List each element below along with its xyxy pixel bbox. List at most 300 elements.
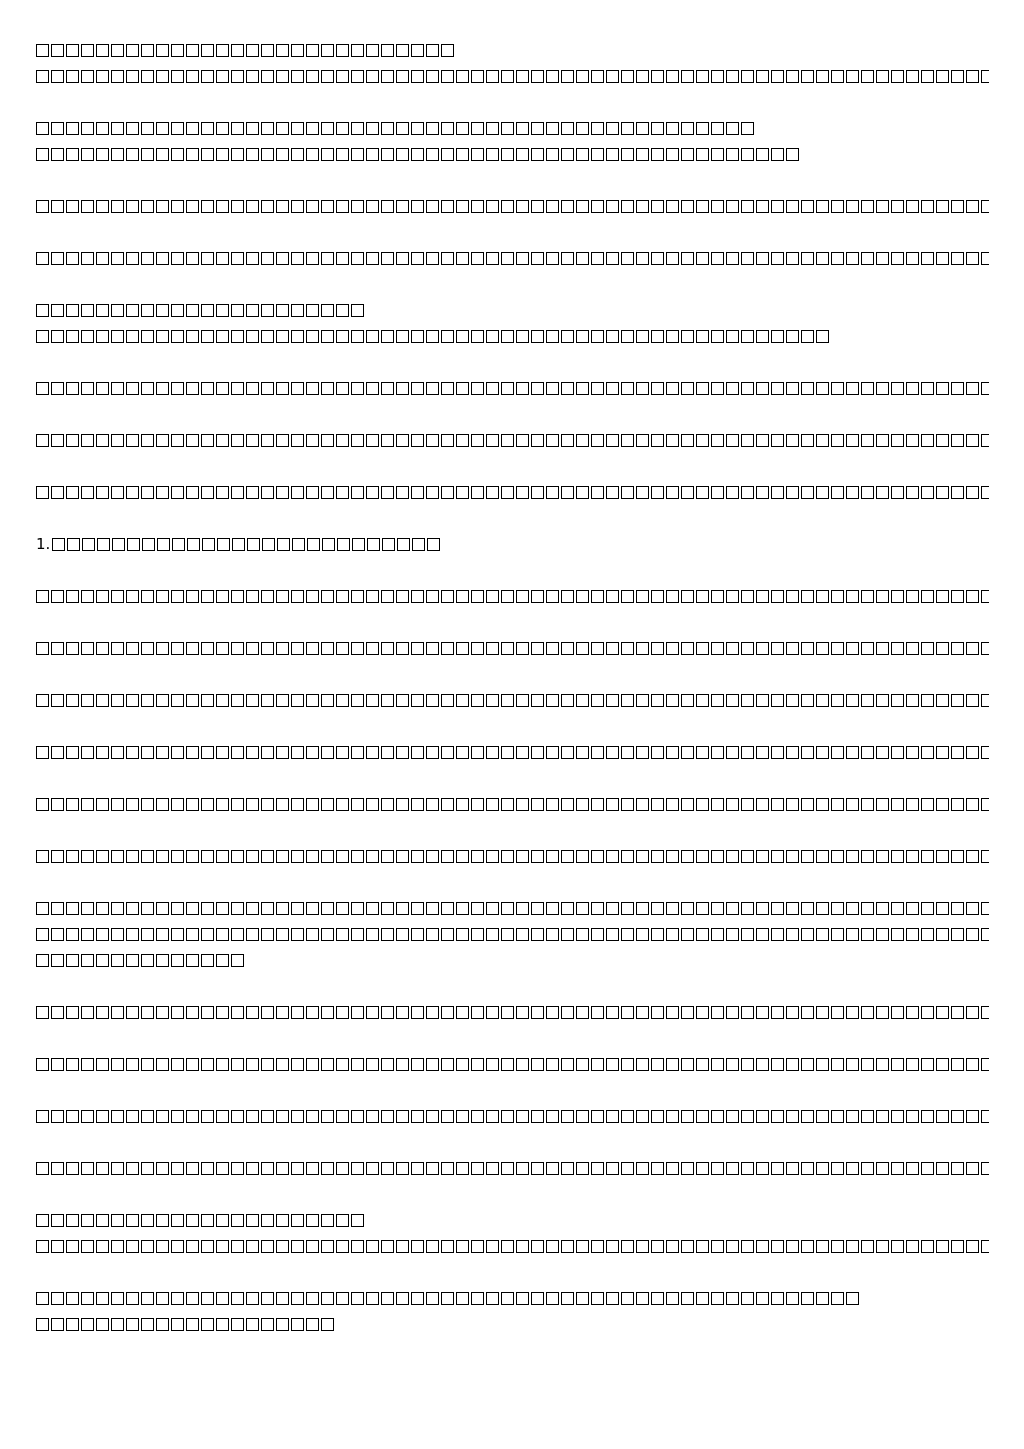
missing-glyph-box [291,1058,304,1071]
missing-glyph-box [471,1162,484,1175]
paragraph-22-line-1 [36,1288,989,1314]
missing-glyph-box [321,70,334,83]
missing-glyph-box [696,850,709,863]
missing-glyph-box [426,798,439,811]
missing-glyph-box [397,538,410,551]
missing-glyph-box [501,1110,514,1123]
missing-glyph-box [891,928,904,941]
missing-glyph-box [516,486,529,499]
missing-glyph-box [966,70,979,83]
missing-glyph-box [771,1292,784,1305]
missing-glyph-box [112,538,125,551]
missing-glyph-box [186,382,199,395]
missing-glyph-box [606,1240,619,1253]
missing-glyph-box [561,330,574,343]
missing-glyph-box [876,382,889,395]
missing-glyph-box [156,1292,169,1305]
missing-glyph-box [816,902,829,915]
missing-glyph-box [36,330,49,343]
missing-glyph-box [186,954,199,967]
missing-glyph-box [127,538,140,551]
missing-glyph-box [486,122,499,135]
missing-glyph-box [486,1292,499,1305]
missing-glyph-box [756,1292,769,1305]
paragraph-13 [36,742,989,768]
missing-glyph-box [636,330,649,343]
missing-glyph-box [66,1058,79,1071]
missing-glyph-box [861,1162,874,1175]
missing-glyph-box [561,70,574,83]
missing-glyph-box [171,1214,184,1227]
missing-glyph-box [201,44,214,57]
missing-glyph-box [66,954,79,967]
missing-glyph-box [936,928,949,941]
missing-glyph-box [531,486,544,499]
missing-glyph-box [801,200,814,213]
missing-glyph-box [186,1162,199,1175]
missing-glyph-box [156,1110,169,1123]
paragraph-3-line-1 [36,196,989,222]
missing-glyph-box [906,252,919,265]
missing-glyph-box [756,330,769,343]
missing-glyph-box [36,1318,49,1331]
missing-glyph-box [426,642,439,655]
missing-glyph-box [981,434,989,447]
missing-glyph-box [81,1318,94,1331]
missing-glyph-box [96,1240,109,1253]
missing-glyph-box [246,590,259,603]
missing-glyph-box [381,694,394,707]
missing-glyph-box [141,954,154,967]
missing-glyph-box [711,1292,724,1305]
missing-glyph-box [876,1162,889,1175]
missing-glyph-box [471,148,484,161]
missing-glyph-box [156,122,169,135]
missing-glyph-box [816,200,829,213]
missing-glyph-box [366,1292,379,1305]
missing-glyph-box [921,694,934,707]
missing-glyph-box [636,850,649,863]
missing-glyph-box [501,330,514,343]
missing-glyph-box [396,746,409,759]
missing-glyph-box [111,590,124,603]
missing-glyph-box [936,1240,949,1253]
missing-glyph-box [381,928,394,941]
missing-glyph-box [366,928,379,941]
missing-glyph-box [321,590,334,603]
missing-glyph-box [306,1292,319,1305]
missing-glyph-box [261,798,274,811]
missing-glyph-box [51,1110,64,1123]
missing-glyph-box [156,1240,169,1253]
missing-glyph-box [891,850,904,863]
missing-glyph-box [441,252,454,265]
missing-glyph-box [651,1292,664,1305]
missing-glyph-box [696,1110,709,1123]
missing-glyph-box [291,694,304,707]
missing-glyph-box [771,434,784,447]
missing-glyph-box [921,1006,934,1019]
missing-glyph-box [336,44,349,57]
missing-glyph-box [606,1292,619,1305]
missing-glyph-box [306,122,319,135]
missing-glyph-box [111,1292,124,1305]
missing-glyph-box [96,434,109,447]
missing-glyph-box [561,148,574,161]
missing-glyph-box [291,1292,304,1305]
missing-glyph-box [381,850,394,863]
missing-glyph-box [936,486,949,499]
missing-glyph-box [966,486,979,499]
missing-glyph-box [501,1162,514,1175]
missing-glyph-box [951,746,964,759]
missing-glyph-box [621,200,634,213]
missing-glyph-box [846,70,859,83]
missing-glyph-box [66,200,79,213]
missing-glyph-box [126,200,139,213]
missing-glyph-box [261,1162,274,1175]
missing-glyph-box [261,486,274,499]
missing-glyph-box [636,694,649,707]
missing-glyph-box [246,850,259,863]
missing-glyph-box [66,928,79,941]
missing-glyph-box [606,746,619,759]
missing-glyph-box [321,928,334,941]
missing-glyph-box [546,486,559,499]
missing-glyph-box [606,382,619,395]
missing-glyph-box [816,1292,829,1305]
missing-glyph-box [336,1292,349,1305]
paragraph-21 [36,1210,989,1262]
missing-glyph-box [51,590,64,603]
missing-glyph-box [306,928,319,941]
missing-glyph-box [891,798,904,811]
missing-glyph-box [66,1110,79,1123]
missing-glyph-box [291,486,304,499]
missing-glyph-box [621,252,634,265]
missing-glyph-box [831,382,844,395]
paragraph-4 [36,248,989,274]
missing-glyph-box [321,642,334,655]
missing-glyph-box [186,1110,199,1123]
missing-glyph-box [921,382,934,395]
missing-glyph-box [426,928,439,941]
missing-glyph-box [471,694,484,707]
missing-glyph-box [201,382,214,395]
missing-glyph-box [456,148,469,161]
missing-glyph-box [306,330,319,343]
missing-glyph-box [411,122,424,135]
missing-glyph-box [381,1058,394,1071]
missing-glyph-box [666,850,679,863]
missing-glyph-box [186,1292,199,1305]
missing-glyph-box [891,434,904,447]
missing-glyph-box [576,122,589,135]
missing-glyph-box [322,538,335,551]
missing-glyph-box [36,954,49,967]
missing-glyph-box [696,642,709,655]
missing-glyph-box [456,1058,469,1071]
missing-glyph-box [486,1006,499,1019]
missing-glyph-box [711,70,724,83]
missing-glyph-box [216,1058,229,1071]
missing-glyph-box [141,590,154,603]
missing-glyph-box [36,1292,49,1305]
missing-glyph-box [951,200,964,213]
missing-glyph-box [291,1240,304,1253]
missing-glyph-box [486,330,499,343]
missing-glyph-box [81,1110,94,1123]
missing-glyph-box [81,1006,94,1019]
missing-glyph-box [531,1292,544,1305]
missing-glyph-box [591,928,604,941]
missing-glyph-box [201,850,214,863]
missing-glyph-box [651,252,664,265]
missing-glyph-box [396,694,409,707]
missing-glyph-box [621,902,634,915]
missing-glyph-box [426,252,439,265]
missing-glyph-box [801,1162,814,1175]
missing-glyph-box [66,902,79,915]
missing-glyph-box [846,746,859,759]
missing-glyph-box [771,382,784,395]
missing-glyph-box [621,928,634,941]
missing-glyph-box [591,122,604,135]
missing-glyph-box [336,1240,349,1253]
missing-glyph-box [366,382,379,395]
missing-glyph-box [336,148,349,161]
missing-glyph-box [141,642,154,655]
missing-glyph-box [96,1058,109,1071]
missing-glyph-box [771,1240,784,1253]
missing-glyph-box [726,1162,739,1175]
missing-glyph-box [36,928,49,941]
missing-glyph-box [921,928,934,941]
missing-glyph-box [891,902,904,915]
missing-glyph-box [217,538,230,551]
missing-glyph-box [846,1110,859,1123]
missing-glyph-box [231,434,244,447]
missing-glyph-box [351,1214,364,1227]
missing-glyph-box [861,434,874,447]
missing-glyph-box [636,1240,649,1253]
missing-glyph-box [621,590,634,603]
missing-glyph-box [681,122,694,135]
missing-glyph-box [141,70,154,83]
missing-glyph-box [651,122,664,135]
missing-glyph-box [156,590,169,603]
missing-glyph-box [801,330,814,343]
missing-glyph-box [426,200,439,213]
missing-glyph-box [171,382,184,395]
missing-glyph-box [846,642,859,655]
paragraph-5 [36,300,989,352]
missing-glyph-box [111,44,124,57]
missing-glyph-box [441,1110,454,1123]
missing-glyph-box [666,928,679,941]
missing-glyph-box [111,148,124,161]
missing-glyph-box [186,304,199,317]
missing-glyph-box [351,694,364,707]
missing-glyph-box [801,798,814,811]
missing-glyph-box [292,538,305,551]
missing-glyph-box [141,200,154,213]
missing-glyph-box [96,200,109,213]
missing-glyph-box [411,486,424,499]
missing-glyph-box [831,642,844,655]
missing-glyph-box [96,928,109,941]
missing-glyph-box [156,954,169,967]
missing-glyph-box [36,122,49,135]
missing-glyph-box [801,746,814,759]
missing-glyph-box [576,1292,589,1305]
missing-glyph-box [681,434,694,447]
missing-glyph-box [321,148,334,161]
missing-glyph-box [711,252,724,265]
missing-glyph-box [141,486,154,499]
missing-glyph-box [201,122,214,135]
missing-glyph-box [636,928,649,941]
missing-glyph-box [396,382,409,395]
missing-glyph-box [486,1162,499,1175]
missing-glyph-box [966,1006,979,1019]
missing-glyph-box [216,1240,229,1253]
missing-glyph-box [606,1162,619,1175]
missing-glyph-box [471,330,484,343]
missing-glyph-box [231,148,244,161]
missing-glyph-box [801,434,814,447]
missing-glyph-box [801,1240,814,1253]
missing-glyph-box [411,1058,424,1071]
missing-glyph-box [516,382,529,395]
missing-glyph-box [126,44,139,57]
missing-glyph-box [621,330,634,343]
missing-glyph-box [681,1240,694,1253]
missing-glyph-box [201,1162,214,1175]
missing-glyph-box [36,642,49,655]
missing-glyph-box [126,642,139,655]
missing-glyph-box [891,252,904,265]
missing-glyph-box [801,382,814,395]
missing-glyph-box [126,382,139,395]
missing-glyph-box [111,200,124,213]
missing-glyph-box [711,1110,724,1123]
missing-glyph-box [936,200,949,213]
missing-glyph-box [816,382,829,395]
missing-glyph-box [606,1110,619,1123]
missing-glyph-box [621,850,634,863]
missing-glyph-box [936,694,949,707]
missing-glyph-box [426,694,439,707]
missing-glyph-box [936,746,949,759]
missing-glyph-box [186,44,199,57]
missing-glyph-box [441,746,454,759]
paragraph-14-line-1 [36,794,989,820]
missing-glyph-box [441,200,454,213]
missing-glyph-box [321,1214,334,1227]
missing-glyph-box [666,148,679,161]
missing-glyph-box [456,486,469,499]
missing-glyph-box [201,642,214,655]
missing-glyph-box [741,122,754,135]
missing-glyph-box [801,1006,814,1019]
missing-glyph-box [846,850,859,863]
missing-glyph-box [321,122,334,135]
paragraph-6-line-1 [36,378,989,404]
missing-glyph-box [696,1006,709,1019]
missing-glyph-box [216,1318,229,1331]
missing-glyph-box [171,200,184,213]
missing-glyph-box [831,1006,844,1019]
missing-glyph-box [426,70,439,83]
missing-glyph-box [351,798,364,811]
missing-glyph-box [516,746,529,759]
missing-glyph-box [411,434,424,447]
missing-glyph-box [231,798,244,811]
missing-glyph-box [516,434,529,447]
missing-glyph-box [171,928,184,941]
missing-glyph-box [756,1110,769,1123]
missing-glyph-box [741,928,754,941]
missing-glyph-box [666,590,679,603]
missing-glyph-box [246,122,259,135]
missing-glyph-box [321,694,334,707]
missing-glyph-box [576,148,589,161]
missing-glyph-box [186,1006,199,1019]
missing-glyph-box [156,902,169,915]
missing-glyph-box [306,382,319,395]
missing-glyph-box [277,538,290,551]
paragraph-20 [36,1158,989,1184]
missing-glyph-box [126,850,139,863]
missing-glyph-box [516,330,529,343]
missing-glyph-box [231,330,244,343]
missing-glyph-box [307,538,320,551]
missing-glyph-box [846,382,859,395]
missing-glyph-box [246,434,259,447]
missing-glyph-box [156,798,169,811]
missing-glyph-box [336,642,349,655]
paragraph-11-line-1 [36,638,989,664]
missing-glyph-box [756,200,769,213]
missing-glyph-box [951,590,964,603]
missing-glyph-box [381,44,394,57]
missing-glyph-box [96,1162,109,1175]
missing-glyph-box [66,304,79,317]
missing-glyph-box [111,330,124,343]
missing-glyph-box [666,798,679,811]
missing-glyph-box [291,148,304,161]
missing-glyph-box [96,304,109,317]
missing-glyph-box [756,902,769,915]
missing-glyph-box [906,1162,919,1175]
missing-glyph-box [831,486,844,499]
missing-glyph-box [546,122,559,135]
missing-glyph-box [201,902,214,915]
missing-glyph-box [546,382,559,395]
missing-glyph-box [981,798,989,811]
missing-glyph-box [96,642,109,655]
missing-glyph-box [786,902,799,915]
missing-glyph-box [756,382,769,395]
paragraph-13-line-1 [36,742,989,768]
missing-glyph-box [276,70,289,83]
missing-glyph-box [216,200,229,213]
missing-glyph-box [186,252,199,265]
missing-glyph-box [36,902,49,915]
missing-glyph-box [831,1058,844,1071]
missing-glyph-box [966,928,979,941]
